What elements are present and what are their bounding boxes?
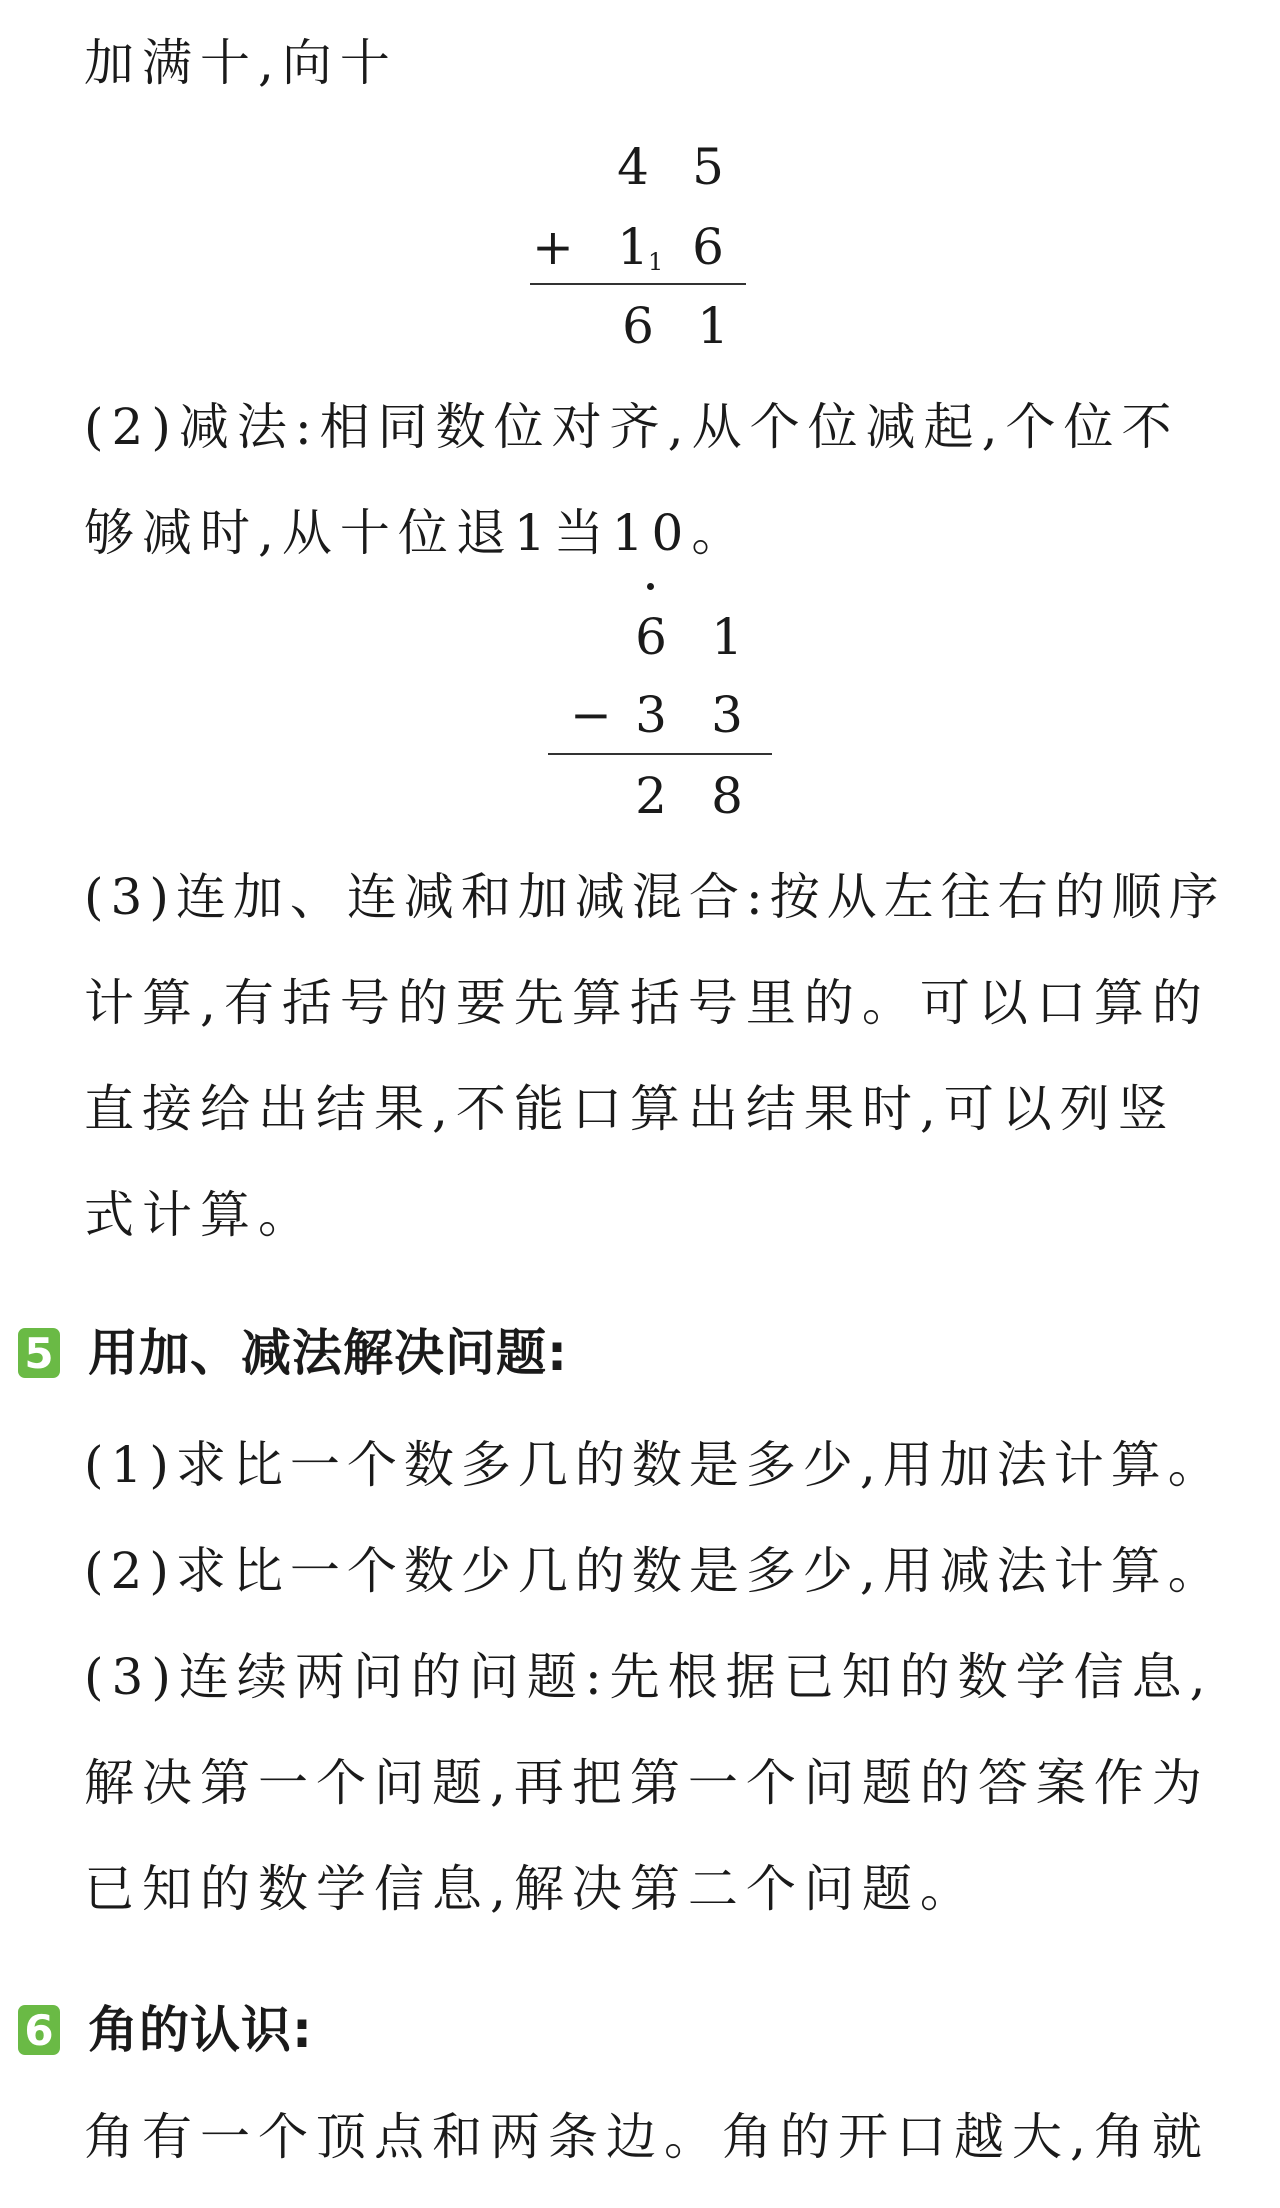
top-text-fragment: 加满十,向十: [84, 34, 398, 92]
sub-row2-tens: 3: [635, 686, 667, 744]
add-result-tens: 6: [622, 297, 654, 355]
section5-line1: (1)求比一个数多几的数是多少,用加法计算。: [84, 1436, 1225, 1494]
mixed-line2: 计算,有括号的要先算括号里的。可以口算的: [84, 974, 1210, 1032]
add-row2-tens: 1: [617, 218, 649, 276]
add-operator: +: [532, 218, 574, 276]
add-row1-ones: 5: [692, 138, 724, 196]
sub-result-tens: 2: [635, 767, 667, 825]
section6-title: 角的认识:: [88, 2001, 313, 2059]
mixed-line1: (3)连加、连减和加减混合:按从左往右的顺序: [84, 868, 1226, 926]
section5-line4: 解决第一个问题,再把第一个问题的答案作为: [84, 1754, 1210, 1812]
section6-line1: 角有一个顶点和两条边。角的开口越大,角就: [84, 2108, 1210, 2166]
add-row1-tens: 4: [617, 138, 649, 196]
add-row2-ones: 6: [692, 218, 724, 276]
mixed-line3: 直接给出结果,不能口算出结果时,可以列竖: [84, 1080, 1176, 1138]
sub-row1-ones: 1: [711, 608, 743, 666]
subtraction-rule-line2: 够减时,从十位退1当10。: [84, 504, 750, 562]
section5-number-badge: 5: [18, 1328, 60, 1378]
subtraction-rule-line1: (2)减法:相同数位对齐,从个位减起,个位不: [84, 398, 1180, 456]
sub-row1-tens: 6: [635, 608, 667, 666]
sub-rule: [548, 753, 772, 755]
sub-operator: −: [570, 686, 612, 744]
borrow-dot: [647, 583, 654, 590]
add-result-ones: 1: [697, 297, 729, 355]
section5-title: 用加、减法解决问题:: [88, 1324, 568, 1382]
sub-row2-ones: 3: [711, 686, 743, 744]
section6-number-badge: 6: [18, 2005, 60, 2055]
section5-line2: (2)求比一个数少几的数是多少,用减法计算。: [84, 1542, 1225, 1600]
section5-line5: 已知的数学信息,解决第二个问题。: [84, 1860, 978, 1918]
crop-fade: [412, 28, 592, 94]
sub-result-ones: 8: [711, 767, 743, 825]
mixed-line4: 式计算。: [84, 1186, 316, 1244]
add-rule: [530, 283, 746, 285]
section5-line3: (3)连续两问的问题:先根据已知的数学信息,: [84, 1648, 1214, 1706]
add-carry-mark: 1: [648, 248, 664, 276]
